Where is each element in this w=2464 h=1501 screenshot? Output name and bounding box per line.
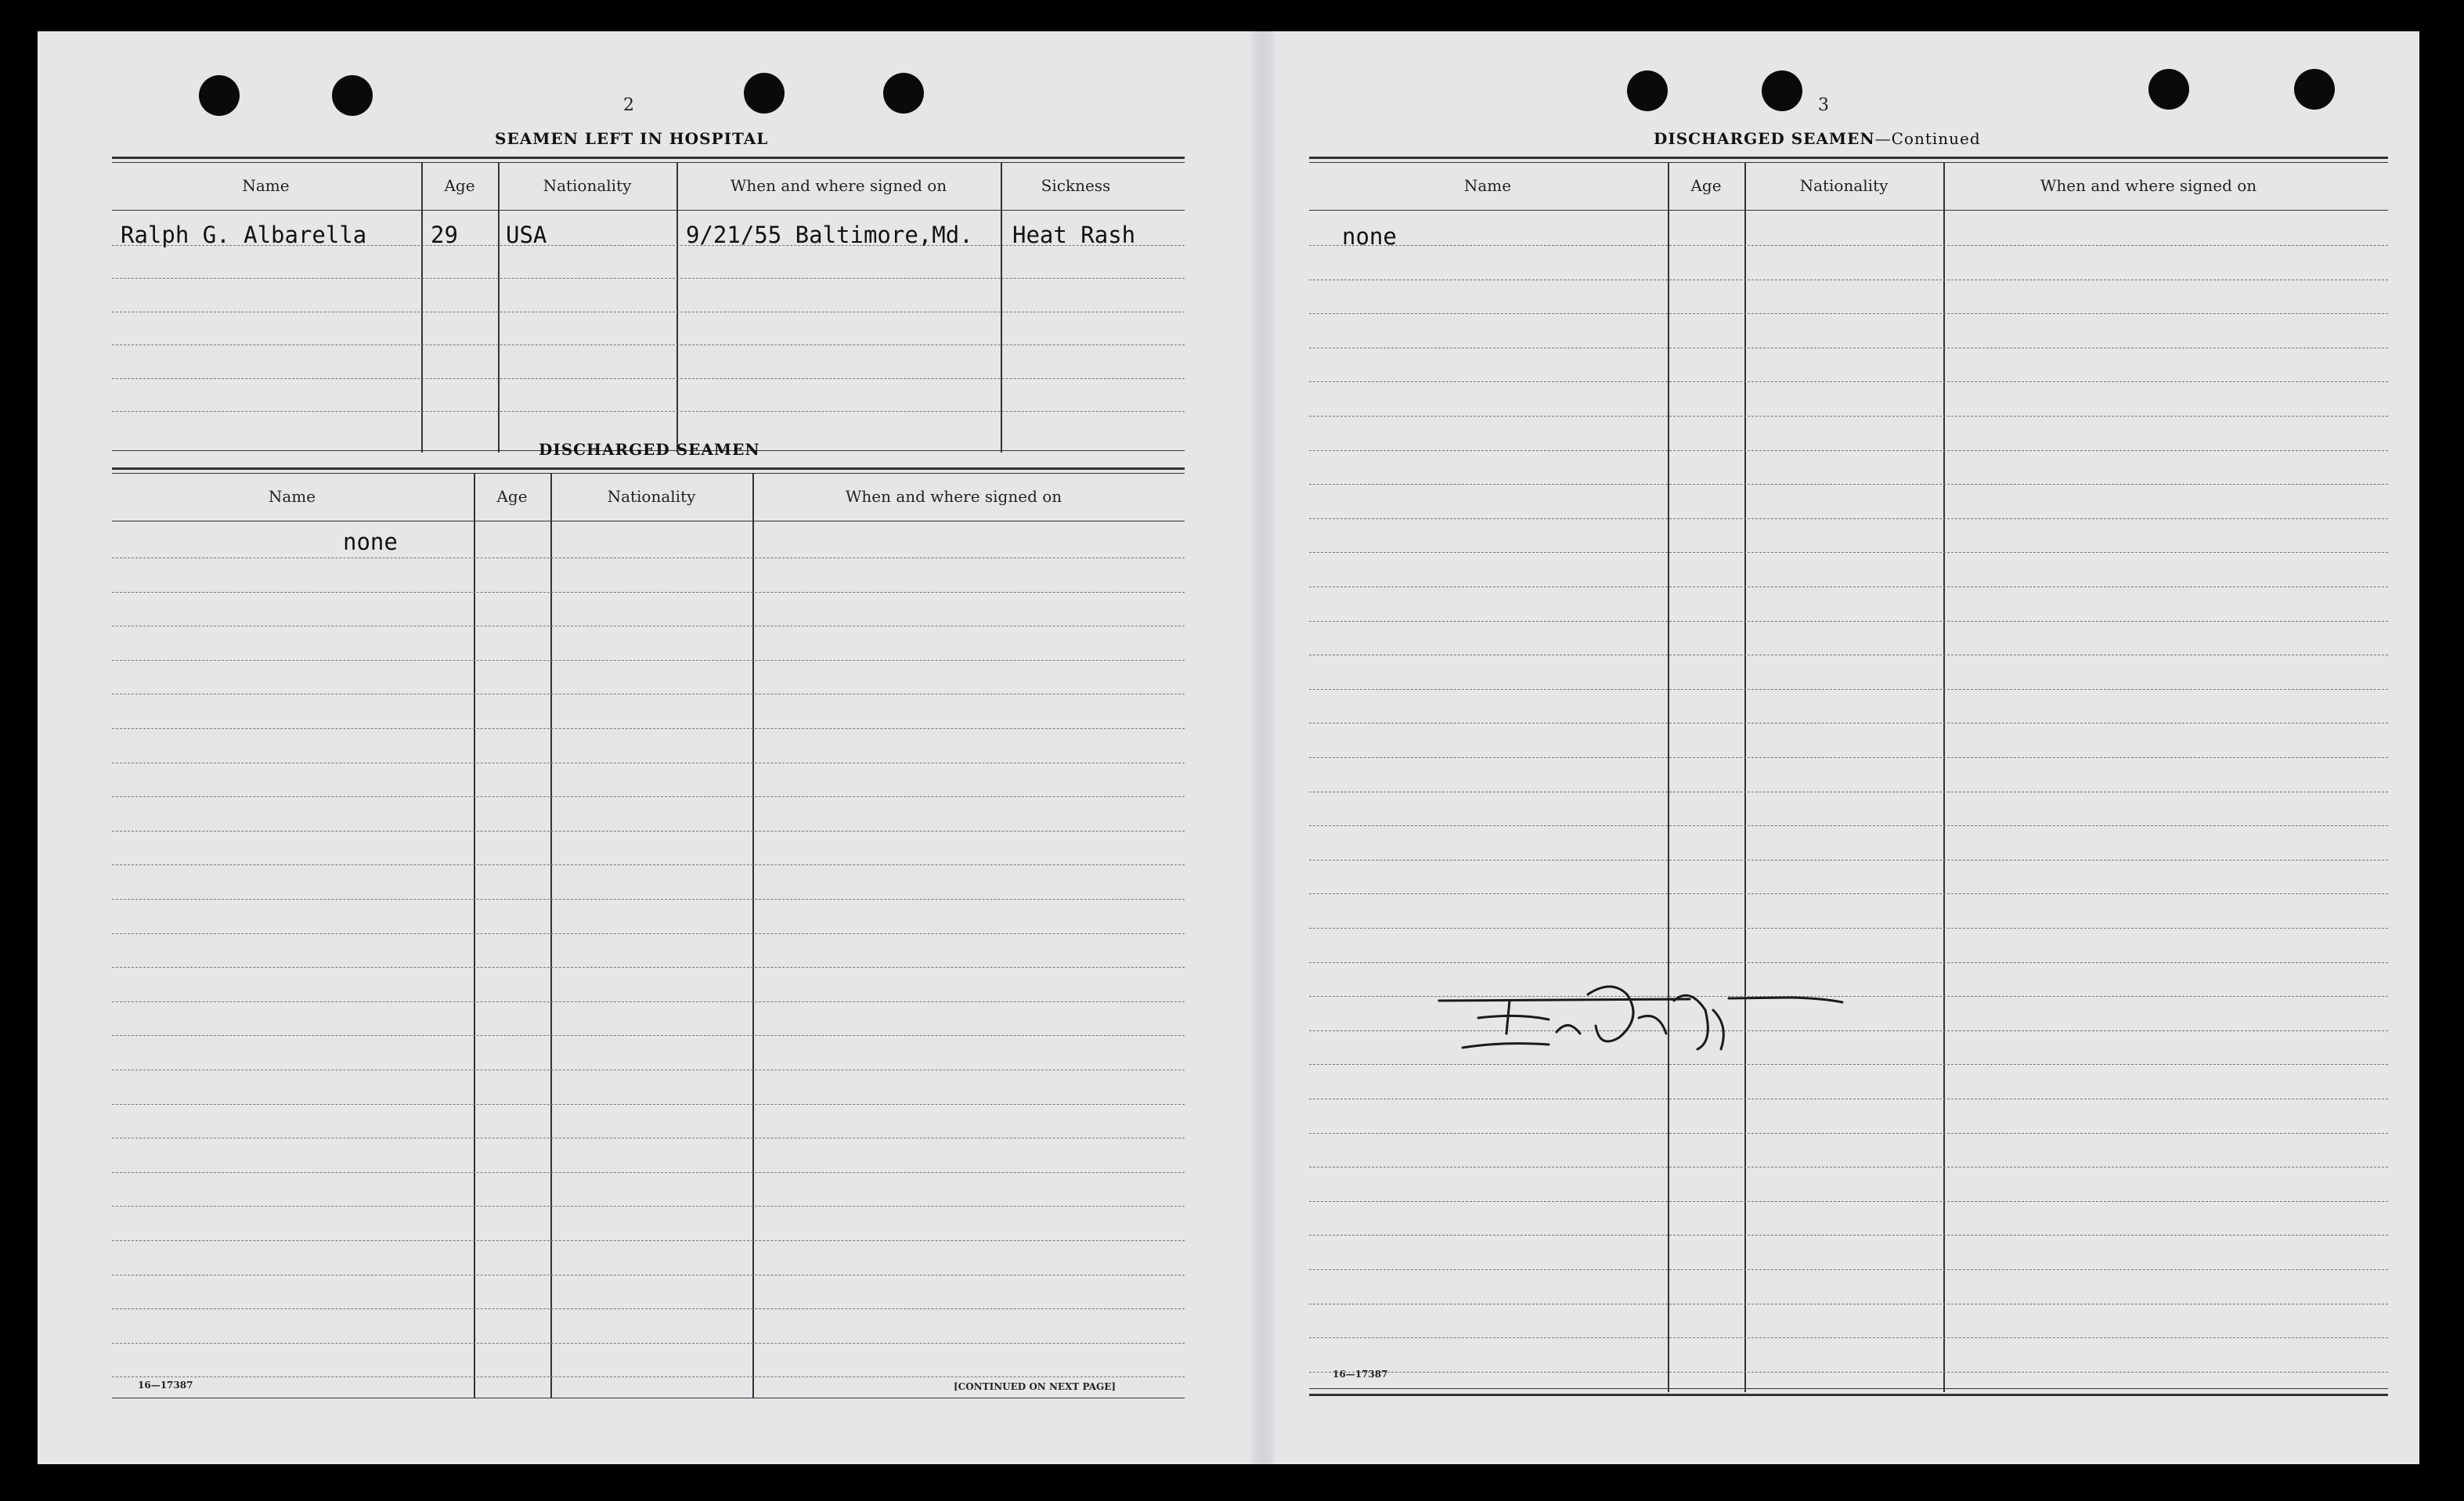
column-line bbox=[498, 163, 500, 453]
punch-hole bbox=[744, 73, 785, 114]
hospital-header-sickness: Sickness bbox=[1041, 176, 1111, 195]
hospital-entry-nationality: USA bbox=[506, 222, 547, 248]
row-line bbox=[112, 1104, 1185, 1105]
rule bbox=[112, 162, 1185, 163]
column-line bbox=[676, 163, 678, 453]
row-line bbox=[112, 1001, 1185, 1002]
page-fold bbox=[1251, 31, 1275, 1464]
row-line bbox=[112, 796, 1185, 797]
row-line bbox=[1309, 552, 2388, 553]
row-line bbox=[112, 831, 1185, 832]
hospital-header-signed-on: When and where signed on bbox=[730, 176, 947, 195]
right-header-name: Name bbox=[1463, 176, 1512, 195]
row-line bbox=[112, 378, 1185, 379]
row-line bbox=[1309, 245, 2388, 246]
rule bbox=[1309, 1394, 2388, 1396]
row-line bbox=[1309, 928, 2388, 929]
row-line bbox=[1309, 860, 2388, 861]
handwritten-signature bbox=[1431, 963, 1870, 1073]
rule bbox=[112, 210, 1185, 211]
row-line bbox=[1309, 757, 2388, 758]
rule bbox=[1309, 1388, 2388, 1389]
hospital-title: SEAMEN LEFT IN HOSPITAL bbox=[495, 129, 769, 148]
row-line bbox=[112, 694, 1185, 695]
column-line bbox=[474, 474, 475, 1398]
row-line bbox=[1309, 313, 2388, 314]
rule bbox=[1309, 210, 2388, 211]
continued-note: [CONTINUED ON NEXT PAGE] bbox=[954, 1381, 1117, 1392]
hospital-entry-signed-on: 9/21/55 Baltimore,Md. bbox=[686, 222, 973, 248]
row-line bbox=[112, 592, 1185, 593]
row-line bbox=[112, 899, 1185, 900]
row-line bbox=[1309, 1269, 2388, 1270]
form-sheet bbox=[38, 31, 2419, 1464]
row-line bbox=[112, 1308, 1185, 1309]
row-line bbox=[112, 1206, 1185, 1207]
rule bbox=[1309, 157, 2388, 159]
discharged-header-signed-on: When and where signed on bbox=[845, 487, 1062, 506]
column-line bbox=[550, 474, 552, 1398]
hospital-entry-name: Ralph G. Albarella bbox=[121, 222, 367, 248]
row-line bbox=[112, 411, 1185, 412]
hospital-entry-age: 29 bbox=[431, 222, 458, 248]
punch-hole bbox=[199, 75, 240, 116]
discharged-continued-title bbox=[1654, 129, 1981, 148]
right-entry-none: none bbox=[1342, 223, 1397, 250]
row-line bbox=[1309, 1235, 2388, 1236]
column-line bbox=[421, 163, 423, 453]
hospital-header-age: Age bbox=[444, 176, 475, 195]
row-line bbox=[112, 933, 1185, 934]
row-line bbox=[1309, 381, 2388, 382]
rule bbox=[1309, 162, 2388, 163]
discharged-header-nationality: Nationality bbox=[607, 487, 696, 506]
page-number-right: 3 bbox=[1818, 96, 1829, 115]
rule bbox=[112, 157, 1185, 159]
row-line bbox=[1309, 484, 2388, 485]
discharged-entry-none: none bbox=[343, 529, 398, 555]
row-line bbox=[1309, 621, 2388, 622]
row-line bbox=[1309, 825, 2388, 826]
hospital-header-nationality: Nationality bbox=[543, 176, 632, 195]
row-line bbox=[1309, 1337, 2388, 1338]
column-line bbox=[752, 474, 754, 1398]
rule bbox=[112, 467, 1185, 470]
row-line bbox=[1309, 450, 2388, 451]
rule bbox=[112, 473, 1185, 474]
row-line bbox=[112, 967, 1185, 968]
row-line bbox=[1309, 1201, 2388, 1202]
form-number-left: 16—17387 bbox=[138, 1380, 193, 1391]
row-line bbox=[1309, 416, 2388, 417]
row-line bbox=[1309, 586, 2388, 587]
punch-hole bbox=[1627, 70, 1668, 111]
row-line bbox=[112, 557, 1185, 558]
row-line bbox=[1309, 893, 2388, 894]
row-line bbox=[112, 864, 1185, 865]
punch-hole bbox=[332, 75, 373, 116]
punch-hole bbox=[1762, 70, 1802, 111]
punch-hole bbox=[2148, 69, 2189, 110]
row-line bbox=[112, 1343, 1185, 1344]
right-header-age: Age bbox=[1690, 176, 1722, 195]
row-line bbox=[1309, 1133, 2388, 1134]
right-header-nationality: Nationality bbox=[1799, 176, 1889, 195]
discharged-header-age: Age bbox=[496, 487, 528, 506]
hospital-header-name: Name bbox=[242, 176, 290, 195]
row-line bbox=[112, 728, 1185, 729]
row-line bbox=[112, 1035, 1185, 1036]
punch-hole bbox=[883, 73, 924, 114]
right-header-signed-on: When and where signed on bbox=[2040, 176, 2257, 195]
discharged-header-name: Name bbox=[268, 487, 316, 506]
column-line bbox=[1001, 163, 1002, 453]
row-line bbox=[112, 660, 1185, 661]
discharged-continued-title-main: DISCHARGED SEAMEN bbox=[1654, 129, 1875, 148]
row-line bbox=[1309, 518, 2388, 519]
form-number-right: 16—17387 bbox=[1333, 1369, 1388, 1380]
page-number-left: 2 bbox=[623, 96, 634, 115]
row-line bbox=[112, 278, 1185, 279]
hospital-entry-sickness: Heat Rash bbox=[1012, 222, 1136, 248]
punch-hole bbox=[2294, 69, 2335, 110]
row-line bbox=[112, 1172, 1185, 1173]
discharged-title: DISCHARGED SEAMEN bbox=[539, 440, 760, 459]
row-line bbox=[1309, 689, 2388, 690]
discharged-continued-title-suffix: —Continued bbox=[1874, 129, 1981, 148]
row-line bbox=[112, 1240, 1185, 1241]
row-line bbox=[1309, 1372, 2388, 1373]
